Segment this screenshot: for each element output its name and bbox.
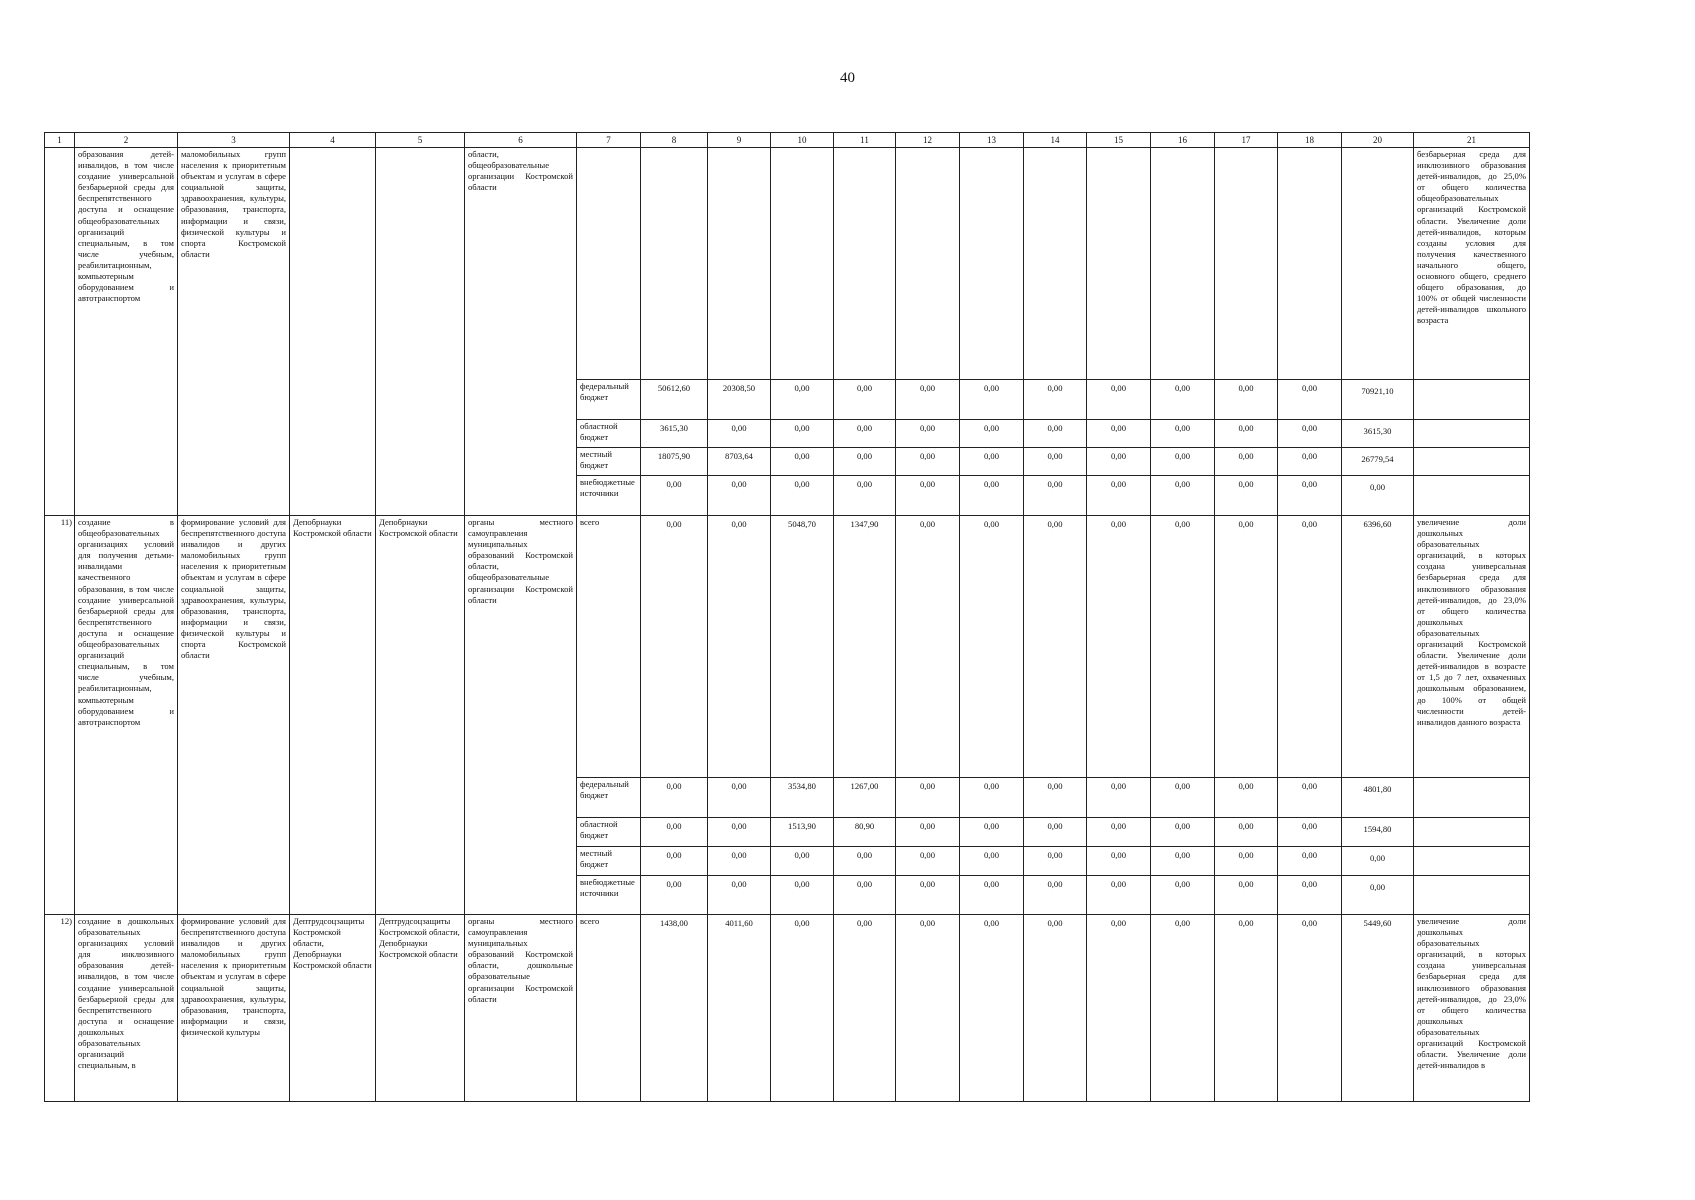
cell-value: 0,00 (1215, 915, 1278, 1102)
cell-value: 1438,00 (641, 915, 708, 1102)
cell-value: 0,00 (641, 516, 708, 778)
cell-value: 0,00 (1087, 915, 1151, 1102)
cell-value: 0,00 (960, 516, 1024, 778)
col-header: 10 (771, 133, 834, 148)
cell-value: 0,00 (1278, 818, 1342, 847)
cell-value: 0,00 (708, 847, 771, 876)
table-row (45, 148, 1530, 380)
cell-coexecutor: Депобрнауки Костромской области (376, 516, 465, 915)
cell-value: 0,00 (834, 448, 896, 476)
cell-source: местный бюджет (577, 847, 641, 876)
col-header: 14 (1024, 133, 1087, 148)
cell-value: 0,00 (834, 847, 896, 876)
col-header: 11 (834, 133, 896, 148)
cell-value: 1347,90 (834, 516, 896, 778)
cell-coexecutor: Дептрудсоцзащиты Костромской области, Депобрнауки Костромской области (376, 915, 465, 1102)
cell-total: 1594,80 (1342, 818, 1414, 847)
cell-value: 1513,90 (771, 818, 834, 847)
cell-value: 0,00 (1278, 778, 1342, 818)
cell-value: 0,00 (1024, 847, 1087, 876)
page-number: 40 (840, 70, 855, 86)
cell-value: 0,00 (896, 420, 960, 448)
cell-value: 0,00 (1215, 847, 1278, 876)
cell-measure: создание в общеобразовательных организациях условий для получения детьми-инвалидами качественного образования, в том числе создание универсальной безбарьерной среды для беспрепятственного доступа и оснащение общеобразовательных организаций специальным, в том числе учебным, реабилитационным, компьютерным оборудованием и автотранспортом (75, 516, 178, 915)
cell-value: 0,00 (1278, 476, 1342, 516)
cell-value: 80,90 (834, 818, 896, 847)
cell-indicator: безбарьерная среда для инклюзивного образования детей-инвалидов, до 25,0% от общего количества общеобразовательных организаций Костромской области. Увеличение доли детей-инвалидов, которым созданы условия для получения качественного начального общего, основного общего, среднего общего образования, до 100% от общей численности детей-инвалидов школьного возраста (1414, 148, 1530, 380)
cell-source: местный бюджет (577, 448, 641, 476)
cell-value: 0,00 (708, 876, 771, 915)
col-header: 3 (178, 133, 290, 148)
cell-value: 1267,00 (834, 778, 896, 818)
col-header: 16 (1151, 133, 1215, 148)
cell-value: 0,00 (896, 448, 960, 476)
cell-value: 20308,50 (708, 380, 771, 420)
cell-value: 0,00 (1278, 420, 1342, 448)
cell-value: 0,00 (896, 380, 960, 420)
cell-total: 0,00 (1342, 476, 1414, 516)
cell-value: 0,00 (771, 847, 834, 876)
cell-total: 4801,80 (1342, 778, 1414, 818)
cell-value: 0,00 (896, 915, 960, 1102)
cell-source: всего (577, 915, 641, 1102)
cell-value: 0,00 (1087, 516, 1151, 778)
cell-value: 0,00 (1024, 915, 1087, 1102)
cell-indicator: увеличение доли дошкольных образовательных организаций, в которых создана универсальная безбарьерная среда для инклюзивного образования детей-инвалидов, до 23,0% от общего количества дошкольных образовательных организаций Костромской области. Увеличение доли детей-инвалидов в (1414, 915, 1530, 1102)
cell-value: 0,00 (1151, 476, 1215, 516)
cell-source: внебюджетные источники (577, 476, 641, 516)
cell-source: федеральный бюджет (577, 778, 641, 818)
cell-value: 0,00 (1278, 448, 1342, 476)
cell-value: 0,00 (1024, 876, 1087, 915)
cell-value: 0,00 (1024, 778, 1087, 818)
col-header: 2 (75, 133, 178, 148)
cell-value: 0,00 (771, 476, 834, 516)
cell-value: 0,00 (1024, 516, 1087, 778)
cell-participants: органы местного самоуправления муниципальных образований Костромской области, общеобразовательные организации Костромской области (465, 516, 577, 915)
cell-participants: области, общеобразовательные организации Костромской области (465, 148, 577, 516)
cell-value: 0,00 (708, 420, 771, 448)
cell-value: 0,00 (1024, 818, 1087, 847)
cell-value: 0,00 (834, 915, 896, 1102)
cell-total: 0,00 (1342, 847, 1414, 876)
cell-value: 0,00 (1215, 448, 1278, 476)
col-header: 21 (1414, 133, 1530, 148)
cell-value: 0,00 (896, 876, 960, 915)
cell-executor: Дептрудсоцзащиты Костромской области, Депобрнауки Костромской области (290, 915, 376, 1102)
cell-value: 0,00 (708, 476, 771, 516)
cell-value: 18075,90 (641, 448, 708, 476)
cell-value: 0,00 (708, 818, 771, 847)
cell-total: 6396,60 (1342, 516, 1414, 778)
cell-value: 0,00 (960, 476, 1024, 516)
cell-value: 3534,80 (771, 778, 834, 818)
cell-value: 0,00 (1024, 380, 1087, 420)
cell-measure: создание в дошкольных образовательных организациях условий для инклюзивного образования детей-инвалидов, в том числе создание универсальной безбарьерной среды для беспрепятственного доступа и оснащение дошкольных образовательных организаций специальным, в (75, 915, 178, 1102)
cell-value: 0,00 (1215, 876, 1278, 915)
cell-source: федеральный бюджет (577, 380, 641, 420)
cell-value: 0,00 (960, 876, 1024, 915)
header-row (45, 133, 1530, 148)
cell-value: 0,00 (960, 818, 1024, 847)
cell-value: 0,00 (1087, 818, 1151, 847)
cell-executor: Депобрнауки Костромской области (290, 516, 376, 915)
cell-total: 3615,30 (1342, 420, 1414, 448)
cell-value: 0,00 (771, 380, 834, 420)
cell-value: 0,00 (1151, 818, 1215, 847)
cell-source: областной бюджет (577, 420, 641, 448)
cell-source: внебюджетные источники (577, 876, 641, 915)
col-header: 6 (465, 133, 577, 148)
cell-value: 8703,64 (708, 448, 771, 476)
budget-table (44, 132, 1530, 1102)
col-header: 8 (641, 133, 708, 148)
cell-value: 0,00 (960, 847, 1024, 876)
cell-value: 0,00 (771, 448, 834, 476)
cell-index: 11) (45, 516, 75, 915)
cell-value: 4011,60 (708, 915, 771, 1102)
cell-value: 0,00 (641, 847, 708, 876)
cell-value: 0,00 (641, 818, 708, 847)
col-header: 12 (896, 133, 960, 148)
col-header: 15 (1087, 133, 1151, 148)
cell-value: 0,00 (834, 380, 896, 420)
cell-value: 0,00 (960, 448, 1024, 476)
col-header: 7 (577, 133, 641, 148)
table-row (45, 516, 1530, 778)
cell-value: 0,00 (1024, 420, 1087, 448)
cell-coexecutor (376, 148, 465, 516)
cell-participants: органы местного самоуправления муниципальных образований Костромской области, дошкольные образовательные организации Костромской области (465, 915, 577, 1102)
cell-goal: формирование условий для беспрепятственного доступа инвалидов и других маломобильных групп населения к приоритетным объектам и услугам в сфере социальной защиты, здравоохранения, культуры, образования, транспорта, информации и связи, физической культуры и спорта Костромской области (178, 516, 290, 915)
cell-value: 0,00 (896, 847, 960, 876)
col-header: 9 (708, 133, 771, 148)
cell-goal: маломобильных групп населения к приоритетным объектам и услугам в сфере социальной защиты, здравоохранения, культуры, образования, транспорта, информации и связи, физической культуры и спорта Костромской области (178, 148, 290, 516)
cell-value: 0,00 (1151, 847, 1215, 876)
cell-index (45, 148, 75, 516)
cell-value: 0,00 (708, 778, 771, 818)
cell-value: 0,00 (1024, 448, 1087, 476)
cell-value: 0,00 (896, 818, 960, 847)
cell-total: 26779,54 (1342, 448, 1414, 476)
cell-value: 0,00 (1215, 778, 1278, 818)
cell-value: 0,00 (1278, 876, 1342, 915)
cell-index: 12) (45, 915, 75, 1102)
cell-value: 0,00 (834, 876, 896, 915)
cell-value: 0,00 (834, 420, 896, 448)
cell-goal: формирование условий для беспрепятственного доступа инвалидов и других маломобильных групп населения к приоритетным объектам и услугам в сфере социальной защиты, здравоохранения, культуры, образования, транспорта, информации и связи, физической культуры (178, 915, 290, 1102)
cell-value: 0,00 (1278, 915, 1342, 1102)
col-header: 13 (960, 133, 1024, 148)
cell-total: 70921,10 (1342, 380, 1414, 420)
cell-value: 0,00 (1278, 847, 1342, 876)
cell-source: областной бюджет (577, 818, 641, 847)
cell-value: 0,00 (896, 516, 960, 778)
col-header: 17 (1215, 133, 1278, 148)
col-header: 1 (45, 133, 75, 148)
cell-value: 0,00 (960, 778, 1024, 818)
cell-value: 0,00 (960, 420, 1024, 448)
cell-value: 0,00 (834, 476, 896, 516)
cell-value: 0,00 (1278, 516, 1342, 778)
col-header: 20 (1342, 133, 1414, 148)
cell-value: 0,00 (1087, 448, 1151, 476)
cell-value: 0,00 (1024, 476, 1087, 516)
cell-value: 0,00 (896, 778, 960, 818)
cell-value: 0,00 (1151, 380, 1215, 420)
cell-value: 0,00 (1087, 476, 1151, 516)
cell-value: 0,00 (1278, 380, 1342, 420)
cell-value: 0,00 (1151, 516, 1215, 778)
col-header: 18 (1278, 133, 1342, 148)
cell-value: 0,00 (1151, 420, 1215, 448)
cell-value: 5048,70 (771, 516, 834, 778)
cell-value: 0,00 (1087, 876, 1151, 915)
cell-value: 0,00 (1087, 847, 1151, 876)
cell-value: 0,00 (771, 876, 834, 915)
cell-indicator: увеличение доли дошкольных образовательных организаций, в которых создана универсальная безбарьерная среда для инклюзивного образования детей-инвалидов, до 23,0% от общего количества дошкольных образовательных организаций Костромской области. Увеличение доли детей-инвалидов в возрасте от 1,5 до 7 лет, охваченных дошкольным образованием, до 100% от общей численности детей-инвалидов данного возраста (1414, 516, 1530, 778)
table-row (45, 915, 1530, 1102)
cell-value: 0,00 (1215, 818, 1278, 847)
cell-value: 0,00 (1087, 778, 1151, 818)
cell-value: 0,00 (771, 420, 834, 448)
cell-value: 0,00 (1151, 915, 1215, 1102)
cell-value: 0,00 (641, 876, 708, 915)
cell-executor (290, 148, 376, 516)
cell-value: 0,00 (960, 915, 1024, 1102)
cell-value: 0,00 (896, 476, 960, 516)
cell-value: 0,00 (1215, 420, 1278, 448)
cell-total: 0,00 (1342, 876, 1414, 915)
cell-value: 0,00 (1215, 380, 1278, 420)
cell-value: 0,00 (1215, 516, 1278, 778)
cell-measure: образования детей-инвалидов, в том числе создание универсальной безбарьерной среды для беспрепятственного доступа и оснащение общеобразовательных организаций специальным, в том числе учебным, реабилитационным, компьютерным оборудованием и автотранспортом (75, 148, 178, 516)
cell-value: 0,00 (1087, 380, 1151, 420)
cell-value: 0,00 (708, 516, 771, 778)
cell-value: 0,00 (1151, 876, 1215, 915)
cell-value: 0,00 (1151, 448, 1215, 476)
col-header: 4 (290, 133, 376, 148)
cell-source: всего (577, 516, 641, 778)
cell-value: 0,00 (771, 915, 834, 1102)
cell-value: 0,00 (960, 380, 1024, 420)
col-header: 5 (376, 133, 465, 148)
cell-value: 0,00 (1215, 476, 1278, 516)
cell-total: 5449,60 (1342, 915, 1414, 1102)
cell-value: 50612,60 (641, 380, 708, 420)
cell-value: 3615,30 (641, 420, 708, 448)
cell-value: 0,00 (641, 778, 708, 818)
cell-value: 0,00 (1151, 778, 1215, 818)
cell-value: 0,00 (641, 476, 708, 516)
cell-value: 0,00 (1087, 420, 1151, 448)
